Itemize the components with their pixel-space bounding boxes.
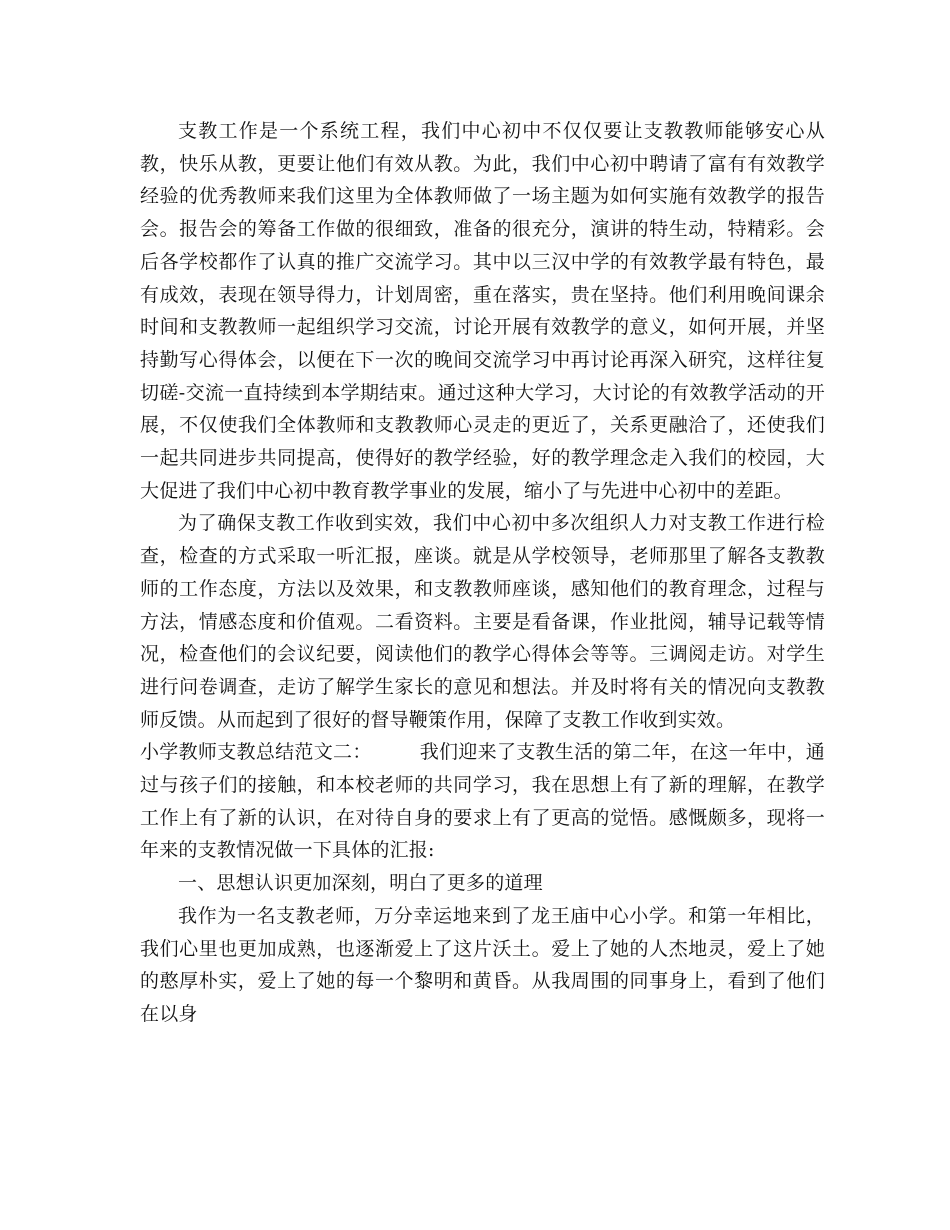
final-paragraph: 我作为一名支教老师，万分幸运地来到了龙王庙中心小学。和第一年相比，我们心里也更加成熟，也逐渐爱上了这片沃土。爱上了她的人杰地灵，爱上了她的憨厚朴实，爱上了她的每一个黎明和黄昏。从我周围的同事身上，看到了他们在以身	[140, 904, 825, 1025]
section-intro-block	[140, 736, 825, 867]
section-intro-text: 我们迎来了支教生活的第二年，在这一年中，通过与孩子们的接触，和本校老师的共同学习，我在思想上有了新的理解，在教学工作上有了新的认识，在对待自身的要求上有了更高的觉悟。感慨颇多，现将一年来的支教情况做一下具体的汇报:	[140, 741, 825, 862]
paragraph-1: 支教工作是一个系统工程，我们中心初中不仅仅要让支教教师能够安心从教，快乐从教，更要让他们有效从教。为此，我们中心初中聘请了富有有效教学经验的优秀教师来我们这里为全体教师做了一场主题为如何实施有效教学的报告会。报告会的筹备工作做的很细致，准备的很充分，演讲的特生动，特精彩。会后各学校都作了认真的推广交流学习。其中以三汉中学的有效教学最有特色，最有成效，表现在领导得力，计划周密，重在落实，贵在坚持。他们利用晚间课余时间和支教教师一起组织学习交流，讨论开展有效教学的意义，如何开展，并坚持勤写心得体会，以便在下一次的晚间交流学习中再讨论再深入研究，这样往复切磋-交流一直持续到本学期结束。通过这种大学习，大讨论的有效教学活动的开展，不仅使我们全体教师和支教教师心灵走的更近了，关系更融洽了，还使我们一起共同进步共同提高，使得好的教学经验，好的教学理念走入我们的校园，大大促进了我们中心初中教育教学事业的发展，缩小了与先进中心初中的差距。	[140, 120, 825, 502]
document-body	[140, 115, 825, 1031]
paragraph-2: 为了确保支教工作收到实效，我们中心初中多次组织人力对支教工作进行检查，检查的方式采取一听汇报，座谈。就是从学校领导，老师那里了解各支教教师的工作态度，方法以及效果，和支教教师座谈，感知他们的教育理念，过程与方法，情感态度和价值观。二看资料。主要是看备课，作业批阅，辅导记载等情况，检查他们的会议纪要，阅读他们的教学心得体会等等。三调阅走访。对学生进行问卷调查，走访了解学生家长的意见和想法。并及时将有关的情况向支教教师反馈。从而起到了很好的督导鞭策作用，保障了支教工作收到实效。	[140, 512, 825, 731]
subheading: 一、思想认识更加深刻，明白了更多的道理	[178, 872, 543, 895]
section-title: 小学教师支教总结范文二：	[140, 741, 372, 764]
